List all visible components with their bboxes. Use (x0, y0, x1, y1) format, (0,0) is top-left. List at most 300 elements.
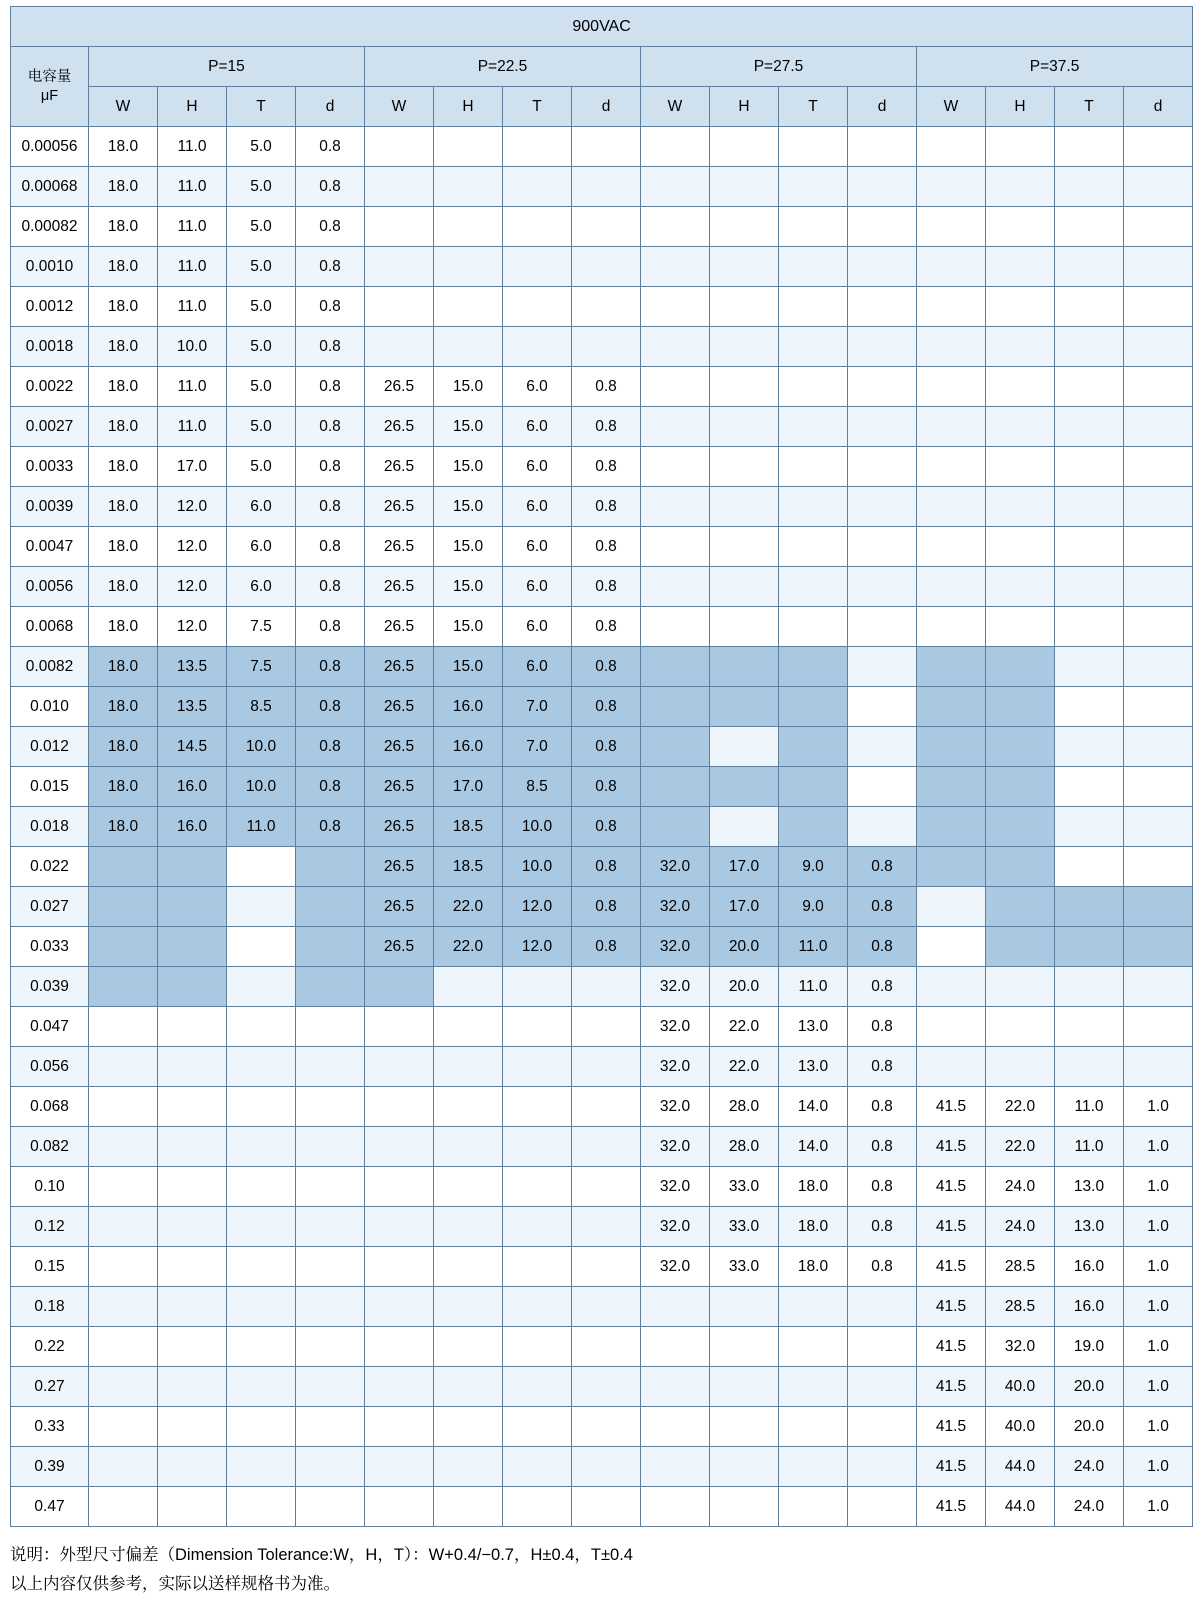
dimension-cell: 26.5 (365, 807, 434, 847)
dimension-cell (365, 1167, 434, 1207)
dimension-cell (779, 487, 848, 527)
dimension-cell: 22.0 (434, 887, 503, 927)
dimension-cell (227, 1167, 296, 1207)
table-row (11, 1287, 1193, 1327)
capacitance-value: 0.015 (11, 767, 89, 807)
table-row (11, 807, 1193, 847)
dimension-cell: 6.0 (227, 487, 296, 527)
dimension-cell (158, 1247, 227, 1287)
dimension-cell: 6.0 (227, 527, 296, 567)
dimension-cell (365, 1327, 434, 1367)
dimension-cell (89, 1127, 158, 1167)
dimension-cell: 41.5 (917, 1127, 986, 1167)
dimension-cell (503, 1367, 572, 1407)
dimension-cell: 15.0 (434, 607, 503, 647)
dimension-cell: 41.5 (917, 1447, 986, 1487)
capacitance-value: 0.039 (11, 967, 89, 1007)
capacitance-value: 0.18 (11, 1287, 89, 1327)
dimension-cell: 20.0 (710, 967, 779, 1007)
dimension-cell (503, 967, 572, 1007)
dimension-cell: 0.8 (848, 1167, 917, 1207)
dimension-cell: 6.0 (503, 487, 572, 527)
dimension-cell (986, 607, 1055, 647)
dimension-cell (986, 327, 1055, 367)
dimension-cell: 0.8 (848, 1087, 917, 1127)
dimension-cell (296, 1047, 365, 1087)
dimension-cell (779, 1327, 848, 1367)
table-body (11, 127, 1193, 1527)
dimension-cell (710, 567, 779, 607)
dimension-cell (227, 1367, 296, 1407)
dimension-cell: 5.0 (227, 247, 296, 287)
subheader-d: d (572, 87, 641, 127)
dimension-cell (572, 1047, 641, 1087)
dimension-cell (917, 1007, 986, 1047)
dimension-cell (296, 967, 365, 1007)
dimension-cell: 1.0 (1124, 1087, 1193, 1127)
subheader-w: W (641, 87, 710, 127)
dimension-cell: 0.8 (296, 407, 365, 447)
dimension-cell (158, 1207, 227, 1247)
dimension-cell (1124, 1007, 1193, 1047)
table-title-row (11, 7, 1193, 47)
dimension-cell (296, 1367, 365, 1407)
dimension-cell (296, 847, 365, 887)
dimension-cell: 18.0 (89, 607, 158, 647)
dimension-cell (434, 1447, 503, 1487)
dimension-cell (1055, 447, 1124, 487)
dimension-cell: 18.0 (779, 1207, 848, 1247)
dimension-cell: 7.5 (227, 607, 296, 647)
dimension-cell: 0.8 (572, 407, 641, 447)
capacitance-value: 0.00082 (11, 207, 89, 247)
dimension-cell (1055, 847, 1124, 887)
dimension-cell (710, 287, 779, 327)
dimension-cell: 5.0 (227, 127, 296, 167)
dimension-cell (986, 367, 1055, 407)
dimension-cell: 22.0 (710, 1047, 779, 1087)
dimension-cell: 18.0 (89, 287, 158, 327)
dimension-cell (296, 1327, 365, 1367)
table-row (11, 1367, 1193, 1407)
dimension-cell (710, 327, 779, 367)
dimension-cell (848, 1287, 917, 1327)
dimension-cell: 16.0 (158, 767, 227, 807)
table-row (11, 487, 1193, 527)
dimension-cell: 11.0 (227, 807, 296, 847)
subheader-h: H (434, 87, 503, 127)
dimension-cell (296, 1087, 365, 1127)
dimension-cell (503, 207, 572, 247)
dimension-cell: 1.0 (1124, 1447, 1193, 1487)
dimension-cell (158, 1287, 227, 1327)
dimension-cell (1055, 167, 1124, 207)
dimension-cell (365, 1247, 434, 1287)
dimension-cell: 6.0 (227, 567, 296, 607)
table-row (11, 127, 1193, 167)
dimension-cell: 41.5 (917, 1287, 986, 1327)
dimension-cell (710, 487, 779, 527)
dimension-cell (641, 767, 710, 807)
table-row (11, 1207, 1193, 1247)
dimension-cell (572, 127, 641, 167)
dimension-cell: 6.0 (503, 407, 572, 447)
dimension-cell (779, 807, 848, 847)
dimension-cell: 0.8 (848, 1247, 917, 1287)
subheader-d: d (296, 87, 365, 127)
dimension-cell (641, 287, 710, 327)
dimension-cell (1124, 207, 1193, 247)
dimension-cell (641, 1407, 710, 1447)
dimension-cell (986, 527, 1055, 567)
dimension-cell: 18.0 (89, 207, 158, 247)
dimension-cell: 12.0 (158, 607, 227, 647)
capacitance-value: 0.0027 (11, 407, 89, 447)
dimension-cell (89, 847, 158, 887)
dimension-cell: 26.5 (365, 927, 434, 967)
dimension-cell: 41.5 (917, 1367, 986, 1407)
dimension-cell (986, 447, 1055, 487)
dimension-cell: 22.0 (986, 1127, 1055, 1167)
table-subheader-row (11, 87, 1193, 127)
capacitance-value: 0.0082 (11, 647, 89, 687)
dimension-cell: 41.5 (917, 1087, 986, 1127)
dimension-cell (1055, 487, 1124, 527)
dimension-cell: 18.0 (779, 1247, 848, 1287)
dimension-cell (710, 807, 779, 847)
dimension-cell (434, 247, 503, 287)
dimension-cell (503, 287, 572, 327)
dimension-cell (917, 807, 986, 847)
dimension-cell (917, 287, 986, 327)
dimension-cell (572, 287, 641, 327)
dimension-cell (917, 967, 986, 1007)
table-row (11, 207, 1193, 247)
table-row (11, 247, 1193, 287)
dimension-cell (1124, 327, 1193, 367)
voltage-rating-title: 900VAC (11, 7, 1193, 47)
table-row (11, 1087, 1193, 1127)
dimension-cell (986, 847, 1055, 887)
capacitance-value: 0.22 (11, 1327, 89, 1367)
dimension-cell (848, 167, 917, 207)
dimension-cell: 17.0 (158, 447, 227, 487)
dimension-cell: 9.0 (779, 847, 848, 887)
dimension-cell (158, 967, 227, 1007)
dimension-cell (848, 607, 917, 647)
dimension-cell: 12.0 (158, 527, 227, 567)
dimension-cell: 15.0 (434, 447, 503, 487)
dimension-cell: 1.0 (1124, 1287, 1193, 1327)
dimension-cell (779, 727, 848, 767)
dimension-cell: 24.0 (1055, 1447, 1124, 1487)
dimension-cell (89, 887, 158, 927)
dimension-cell: 32.0 (641, 1247, 710, 1287)
dimension-cell (503, 1167, 572, 1207)
capacitance-value: 0.0012 (11, 287, 89, 327)
dimension-cell (641, 1487, 710, 1527)
dimension-cell (572, 1207, 641, 1247)
dimension-cell (779, 1447, 848, 1487)
table-row (11, 647, 1193, 687)
group-header-p225: P=22.5 (365, 47, 641, 87)
dimension-cell: 41.5 (917, 1207, 986, 1247)
dimension-cell: 33.0 (710, 1247, 779, 1287)
dimension-cell (779, 367, 848, 407)
dimension-cell: 1.0 (1124, 1127, 1193, 1167)
dimension-cell: 13.0 (1055, 1207, 1124, 1247)
dimension-cell (779, 687, 848, 727)
dimension-cell (1055, 687, 1124, 727)
dimension-cell: 1.0 (1124, 1247, 1193, 1287)
dimension-cell: 0.8 (296, 207, 365, 247)
dimension-cell: 13.0 (1055, 1167, 1124, 1207)
dimension-cell (503, 1287, 572, 1327)
dimension-cell (89, 1327, 158, 1367)
dimension-cell (158, 1167, 227, 1207)
dimension-cell: 17.0 (434, 767, 503, 807)
dimension-cell (572, 1447, 641, 1487)
dimension-cell (641, 567, 710, 607)
dimension-cell: 11.0 (1055, 1087, 1124, 1127)
dimension-cell (503, 247, 572, 287)
dimension-cell (986, 727, 1055, 767)
dimension-cell (1055, 367, 1124, 407)
dimension-cell (917, 447, 986, 487)
dimension-cell (848, 527, 917, 567)
dimension-cell: 0.8 (296, 487, 365, 527)
dimension-cell: 15.0 (434, 407, 503, 447)
subheader-w: W (365, 87, 434, 127)
notes-block (10, 1541, 1186, 1599)
dimension-cell (848, 207, 917, 247)
dimension-cell: 8.5 (227, 687, 296, 727)
subheader-t: T (1055, 87, 1124, 127)
dimension-cell: 40.0 (986, 1407, 1055, 1447)
dimension-cell (848, 407, 917, 447)
dimension-cell: 11.0 (158, 407, 227, 447)
dimension-cell (986, 287, 1055, 327)
dimension-cell (986, 127, 1055, 167)
dimension-cell (503, 1327, 572, 1367)
dimension-cell (434, 127, 503, 167)
dimension-cell: 32.0 (641, 927, 710, 967)
dimension-cell: 24.0 (986, 1167, 1055, 1207)
dimension-cell (779, 167, 848, 207)
dimension-cell: 33.0 (710, 1207, 779, 1247)
subheader-t: T (227, 87, 296, 127)
dimension-cell (986, 927, 1055, 967)
capacitance-value: 0.012 (11, 727, 89, 767)
dimension-cell (89, 1007, 158, 1047)
dimension-cell: 5.0 (227, 407, 296, 447)
dimension-cell (641, 1327, 710, 1367)
dimension-cell (503, 1207, 572, 1247)
dimension-cell: 28.5 (986, 1247, 1055, 1287)
dimension-cell: 11.0 (158, 247, 227, 287)
dimension-cell (917, 1047, 986, 1087)
dimension-cell: 0.8 (296, 567, 365, 607)
dimension-cell (917, 607, 986, 647)
dimension-cell: 12.0 (503, 887, 572, 927)
dimension-cell (158, 1407, 227, 1447)
dimension-cell (1124, 407, 1193, 447)
dimension-cell: 14.5 (158, 727, 227, 767)
dimension-cell: 5.0 (227, 327, 296, 367)
dimension-cell: 18.0 (89, 687, 158, 727)
dimension-cell (710, 127, 779, 167)
dimension-cell (917, 687, 986, 727)
dimension-cell (1124, 687, 1193, 727)
dimension-cell (641, 1367, 710, 1407)
dimension-cell (848, 567, 917, 607)
capacitance-value: 0.00068 (11, 167, 89, 207)
dimension-cell (779, 1367, 848, 1407)
dimension-cell (848, 1447, 917, 1487)
dimension-cell (1124, 567, 1193, 607)
dimension-cell (296, 1407, 365, 1447)
capacitance-value: 0.27 (11, 1367, 89, 1407)
dimension-cell: 0.8 (296, 127, 365, 167)
table-row (11, 167, 1193, 207)
dimension-cell (503, 327, 572, 367)
dimension-cell: 0.8 (296, 287, 365, 327)
dimension-cell (296, 1447, 365, 1487)
dimension-cell: 7.0 (503, 687, 572, 727)
dimension-cell: 32.0 (641, 1207, 710, 1247)
dimension-cell: 17.0 (710, 847, 779, 887)
dimension-cell (917, 767, 986, 807)
dimension-cell (779, 767, 848, 807)
dimension-cell (1124, 287, 1193, 327)
dimension-cell: 16.0 (1055, 1287, 1124, 1327)
dimension-cell (227, 847, 296, 887)
dimension-cell (1124, 887, 1193, 927)
dimension-cell (986, 967, 1055, 1007)
table-row (11, 327, 1193, 367)
capacitance-value: 0.15 (11, 1247, 89, 1287)
dimension-cell (296, 1167, 365, 1207)
dimension-cell: 24.0 (986, 1207, 1055, 1247)
dimension-cell: 15.0 (434, 527, 503, 567)
dimension-cell (710, 727, 779, 767)
dimension-cell (710, 407, 779, 447)
dimension-cell (434, 1087, 503, 1127)
dimension-cell (1055, 607, 1124, 647)
capacitance-value: 0.056 (11, 1047, 89, 1087)
table-row (11, 727, 1193, 767)
dimension-cell (641, 607, 710, 647)
dimension-cell: 20.0 (1055, 1407, 1124, 1447)
dimension-cell: 0.8 (296, 167, 365, 207)
dimension-cell (1055, 327, 1124, 367)
dimension-cell: 0.8 (296, 807, 365, 847)
dimension-cell (503, 1087, 572, 1127)
tolerance-note: 说明：外型尺寸偏差（Dimension Tolerance:W，H，T）：W+0.4/−0.7，H±0.4，T±0.4 (10, 1546, 633, 1564)
dimension-cell: 10.0 (227, 767, 296, 807)
dimension-cell (227, 1127, 296, 1167)
subheader-t: T (779, 87, 848, 127)
dimension-cell (641, 367, 710, 407)
table-row (11, 527, 1193, 567)
dimension-cell: 5.0 (227, 287, 296, 327)
dimension-cell: 18.0 (89, 447, 158, 487)
dimension-cell (572, 1247, 641, 1287)
dimension-cell (158, 927, 227, 967)
dimension-cell: 22.0 (434, 927, 503, 967)
capacitance-value: 0.0018 (11, 327, 89, 367)
dimension-cell: 18.5 (434, 807, 503, 847)
dimension-cell: 32.0 (641, 1127, 710, 1167)
dimension-cell: 26.5 (365, 887, 434, 927)
dimension-cell (434, 1247, 503, 1287)
dimension-cell (710, 607, 779, 647)
dimension-cell: 22.0 (710, 1007, 779, 1047)
dimension-cell (365, 1447, 434, 1487)
dimension-cell: 14.0 (779, 1087, 848, 1127)
dimension-cell (641, 167, 710, 207)
capacitance-header-line1: 电容量 (27, 69, 72, 86)
dimension-cell (89, 1447, 158, 1487)
dimension-cell (434, 327, 503, 367)
dimension-cell (89, 1367, 158, 1407)
dimension-cell (434, 1327, 503, 1367)
dimension-cell: 0.8 (572, 767, 641, 807)
dimension-cell (917, 927, 986, 967)
dimension-cell: 13.5 (158, 687, 227, 727)
dimension-cell (572, 1087, 641, 1127)
dimension-cell (227, 967, 296, 1007)
dimension-cell (1124, 967, 1193, 1007)
dimension-cell (158, 887, 227, 927)
table-row (11, 447, 1193, 487)
dimension-cell (365, 1407, 434, 1447)
dimension-cell: 18.0 (89, 167, 158, 207)
dimension-cell: 10.0 (158, 327, 227, 367)
dimension-cell (710, 1447, 779, 1487)
dimension-cell: 0.8 (572, 727, 641, 767)
dimension-cell (434, 1007, 503, 1047)
dimension-cell: 0.8 (848, 887, 917, 927)
dimension-cell: 26.5 (365, 607, 434, 647)
dimension-cell (779, 1287, 848, 1327)
dimension-cell (917, 407, 986, 447)
dimension-cell (89, 1207, 158, 1247)
dimension-cell (1124, 927, 1193, 967)
dimension-cell: 0.8 (296, 687, 365, 727)
dimension-cell: 0.8 (572, 367, 641, 407)
dimension-cell (986, 247, 1055, 287)
dimension-cell (1055, 647, 1124, 687)
dimension-cell: 32.0 (986, 1327, 1055, 1367)
dimension-cell (848, 767, 917, 807)
dimension-cell (434, 1047, 503, 1087)
dimension-cell (779, 527, 848, 567)
dimension-cell (434, 1207, 503, 1247)
dimension-cell (848, 127, 917, 167)
dimension-cell (158, 847, 227, 887)
capacitance-value: 0.033 (11, 927, 89, 967)
dimension-cell: 13.5 (158, 647, 227, 687)
dimension-cell: 18.5 (434, 847, 503, 887)
dimension-table (10, 6, 1193, 1527)
dimension-cell: 1.0 (1124, 1167, 1193, 1207)
dimension-cell: 11.0 (1055, 1127, 1124, 1167)
dimension-cell (917, 367, 986, 407)
dimension-cell (227, 1047, 296, 1087)
dimension-cell (848, 1487, 917, 1527)
dimension-cell (503, 1487, 572, 1527)
